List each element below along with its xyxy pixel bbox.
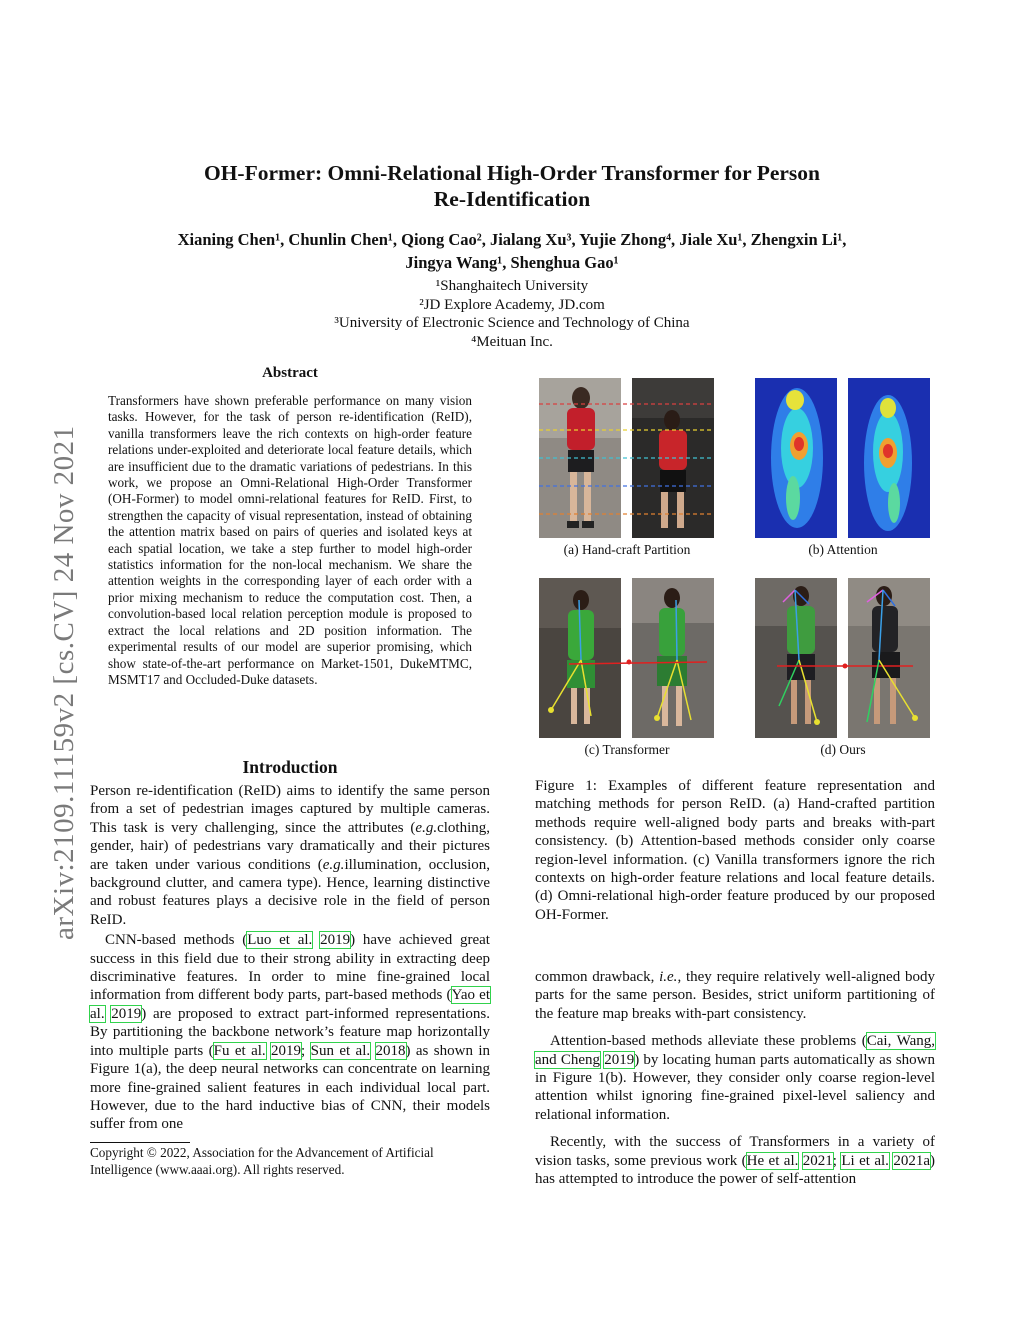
subcaption-b: (b) Attention [808, 542, 878, 557]
citation-link-fu-year[interactable]: 2019 [271, 1042, 302, 1059]
keypoint [654, 715, 660, 721]
paper-title [0, 160, 1024, 212]
affiliation-2: ²JD Explore Academy, JD.com [419, 296, 605, 313]
citation-link-sun-year[interactable]: 2018 [375, 1042, 406, 1059]
affiliation-4: ⁴Meituan Inc. [471, 333, 553, 350]
panel-b-left-heatmap [755, 378, 837, 538]
skeleton-line [783, 590, 795, 602]
citation-link-yao[interactable]: Yao et al. [90, 987, 490, 1022]
skeleton-line [581, 660, 591, 716]
skeleton-line [779, 660, 799, 706]
skeleton-line [799, 660, 817, 722]
skeleton-line [676, 600, 677, 660]
citation-link-cai[interactable]: Cai, Wang, and Cheng [535, 1033, 935, 1068]
right-column-body [535, 968, 935, 1188]
keypoint [548, 707, 554, 713]
panel-b-right-heatmap [848, 378, 930, 538]
figure-1-caption: Figure 1: Examples of different feature representation and matching methods for person ReID. (a) Hand-crafted partition methods require well-aligned body parts and breaks with-part consistency. (b) Attention-based methods consider only coarse region-level information. (c) Vanilla transformers ignore the rich contexts on high-order feature relations and local feature details. (d) Omni-relational high-order feature produced by our proposed OH-Former. [535, 778, 935, 923]
affiliation-1: ¹Shanghaitech University [435, 278, 589, 294]
skeleton-line [657, 660, 677, 718]
citation-link-he[interactable]: He et al. [746, 1152, 799, 1169]
right-paragraph-3: Recently, with the success of Transformers in a variety of vision tasks, some previous work (He et al. 2021; Li et al. 2021a) has attempted to introduce the power of self-attention [535, 1134, 936, 1188]
match-line [569, 662, 707, 664]
citation-link-he-year[interactable]: 2021 [802, 1152, 833, 1169]
authors-line-2: Jingya Wang¹, Shenghua Gao¹ [405, 253, 619, 272]
introduction-heading: Introduction [242, 757, 338, 777]
match-point [627, 660, 632, 665]
footnote-rule [90, 1142, 190, 1143]
intro-paragraph-1: Person re-identification (ReID) aims to identify the same person from a set of pedestrian images captured by multiple cameras. This task is very challenging, since the attributes (e.g.clothing, gender, hair) of pedestrians vary dramatically and their pictures are taken under various conditions (e.g.illumination, occlusion, background clutter, and camera type). Hence, learning distinctive and robust features plays a decisive role in the field of person ReID. [90, 783, 490, 928]
keypoint [814, 719, 820, 725]
arxiv-sidebar [28, 350, 80, 950]
abstract-text: Transformers have shown preferable performance on many vision tasks. However, for the task of person re-identification (ReID), vanilla transformers leave the rich contexts on high-order feature relations under-exploited and deteriorate local feature details, which are insufficient due to the dramatic variations of pedestrians. In this work, we propose an Omni-Relational High-Order Transformer (OH-Former) to model omni-relational features for ReID. First, to strengthen the capacity of visual representation, instead of obtaining the attention matrix based on pairs of queries and isolated keys at each spatial location, we take a step further to model high-order statistics information for the non-local mechanism. We share the attention weights in the corresponding layer of each order with a prior mixing mechanism to reduce the computation cost. Then, a convolution-based local relation perception module is proposed to extract the local relations and 2D position information. The experimental results of our model are superior promising, which show state-of-the-art performance on Market-1501, DukeMTMC, MSMT17 and Occluded-Duke datasets. [108, 393, 472, 687]
authors-line-1: Xianing Chen¹, Chunlin Chen¹, Qiong Cao², Jialang Xu³, Yujie Zhong⁴, Jiale Xu¹, Zhengxin Li¹, [177, 230, 847, 249]
transformer-skeleton [539, 578, 714, 738]
skeleton-line [551, 660, 581, 710]
subcaption-a: (a) Hand-craft Partition [563, 542, 691, 557]
citation-link-fu[interactable]: Fu et al. [213, 1042, 266, 1059]
right-paragraph-2: Attention-based methods alleviate these problems (Cai, Wang, and Cheng 2019) by locating human parts automatically as shown in Figure 1(b). However, they consider only coarse region-level attention whilst ignoring fine-grained pixel-level saliency and relational information. [535, 1033, 935, 1123]
citation-link-li-year[interactable]: 2021a [893, 1152, 931, 1169]
skeleton-line [795, 590, 799, 660]
title-line-2: Re-Identification [433, 187, 591, 211]
citation-link-li[interactable]: Li et al. [841, 1152, 889, 1169]
attention-heatmap [755, 378, 837, 538]
skeleton-line [677, 660, 691, 720]
skeleton-line [883, 590, 895, 606]
copyright-footnote: Copyright © 2022, Association for the Advancement of Artificial Intelligence (www.aaai.org). All rights reserved. [90, 1145, 434, 1177]
introduction-body [90, 782, 490, 1134]
author-list [60, 228, 964, 274]
keypoint [912, 715, 918, 721]
subcaption-c: (c) Transformer [584, 742, 670, 757]
skeleton-line [867, 590, 883, 602]
partition-lines [539, 378, 714, 538]
intro-paragraph-2: CNN-based methods (Luo et al. 2019) have achieved great success in this field due to their strong ability in extracting deep discriminative features. In order to mine fine-grained local information from different body parts, part-based methods (Yao et al. 2019) are proposed to extract part-informed representations. By partitioning the backbone network’s feature map horizontally into multiple parts (Fu et al. 2019; Sun et al. 2018) as shown in Figure 1(a), the deep neural networks can concentrate on learning more fine-grained salient features in each individual local part. However, due to the hard inductive bias of CNN, their models suffer from one [90, 932, 491, 1133]
figure-1 [535, 370, 935, 770]
match-point [843, 664, 848, 669]
citation-link-yao-year[interactable]: 2019 [111, 1005, 142, 1022]
skeleton-line [879, 590, 883, 660]
citation-link-sun[interactable]: Sun et al. [310, 1042, 371, 1059]
citation-link-luo-year[interactable]: 2019 [320, 932, 351, 949]
title-line-1: OH-Former: Omni-Relational High-Order Transformer for Person [203, 161, 820, 185]
arxiv-identifier[interactable]: arXiv:2109.11159v2 [cs.CV] 24 Nov 2021 [48, 425, 80, 940]
right-paragraph-1: common drawback, i.e., they require relatively well-aligned body parts for the same person. Besides, strict uniform partitioning of the feature map breaks with-part consistency. [535, 969, 935, 1022]
attention-heatmap [848, 378, 930, 538]
skeleton-line [879, 660, 915, 718]
affiliation-3: ³University of Electronic Science and Technology of China [334, 315, 690, 331]
skeleton-line [795, 590, 809, 604]
ours-skeleton [755, 578, 930, 738]
abstract-heading: Abstract [262, 365, 318, 381]
citation-link-luo[interactable]: Luo et al. [247, 932, 313, 949]
skeleton-line [579, 600, 581, 660]
affiliations [200, 277, 824, 351]
skeleton-line [867, 660, 879, 722]
subcaption-d: (d) Ours [820, 742, 866, 757]
citation-link-cai-year[interactable]: 2019 [604, 1051, 635, 1068]
